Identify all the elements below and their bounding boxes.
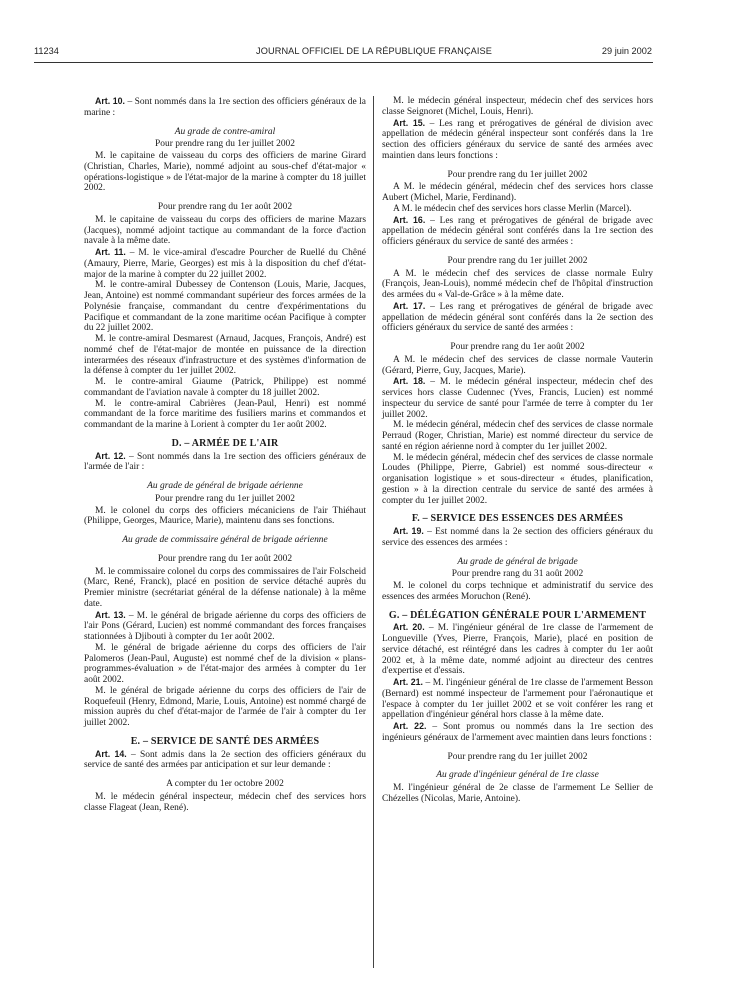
paragraph-text: – M. l'ingénieur général de 1re classe de l'armement Besson (Bernard) est nommé inspecteur de l'armement pour l'aéronautique et l'espace à compter du 1er juillet 2002 et se voit conférer les rang et appellation d'ingénieur général hors classe à la même date. [382,678,654,721]
paragraph-text: Pour prendre rang du 1er juillet 2002 [155,493,295,504]
date-heading [382,170,653,181]
paragraph [382,526,653,549]
paragraph-text: Au grade d'ingénieur général de 1re classe [436,770,599,781]
paragraph-text: – Sont nommés dans la 1re section des officiers généraux de la marine : [84,97,366,118]
grade-heading [84,127,366,138]
paragraph-text: M. le médecin général, médecin chef des services de classe normale Perraud (Roger, Christian, Marie) est nommé directeur du service de santé en région aérienne nord à compter du 1er juillet 2002. [382,420,653,452]
article-number: Art. 13. [95,609,126,620]
paragraph [84,96,366,119]
paragraph-text: M. le médecin général, médecin chef des services de classe normale Loudes (Philippe, Pierre, Gabriel) est nommé sous-directeur « organisation logistique » et sous-directeur « études, planification, gestion » à la direction centrale du service de santé des armées à compter du 1er juillet 2002. [382,452,653,506]
date-heading [84,554,366,565]
article-number: Art. 22. [393,721,427,731]
journal-title: JOURNAL OFFICIEL DE LA RÉPUBLIQUE FRANÇAISE [256,46,492,56]
article-number: Art. 10. [95,96,125,106]
article-number: Art. 14. [95,748,127,759]
paragraph-text: M. le capitaine de vaisseau du corps des officiers de marine Girard (Christian, Charles, Marie), nommé adjoint au sous-chef d'état-major « opérations-logistique » de l'état-major de la marine à compter du 18 juillet 2002. [84,151,366,194]
page-number: 11234 [34,46,59,56]
paragraph [382,581,653,603]
paragraph [84,749,366,772]
article-number: Art. 16. [393,214,426,225]
paragraph-text: M. le contre-amiral Desmarest (Arnaud, Jacques, François, André) est nommé chef de l'état-major de montée en puissance de la direction interarmées des réseaux d'infrastructure et des systèmes d'information de la défense à compter du 1er juillet 2002. [84,334,366,377]
grade-heading [382,557,653,568]
article-number: Art. 11. [95,247,126,257]
paragraph-text: M. le contre-amiral Cabrières (Jean-Paul, Henri) est nommé commandant de la force maritime des fusiliers marins et commandos et commandant de la marine à Lorient à compter du 1er août 2002. [84,398,366,430]
section-heading [382,611,653,622]
section-heading [84,737,366,748]
paragraph-text: M. le capitaine de vaisseau du corps des officiers de marine Mazars (Jacques), nommé adjoint tactique au commandant de la force d'action navale à la même date. [84,214,366,247]
paragraph-text: Pour prendre rang du 1er juillet 2002 [447,255,588,266]
paragraph-text: Au grade de général de brigade aérienne [147,481,303,491]
paragraph [382,269,653,301]
paragraph-text: M. le général de brigade aérienne du corps des officiers de l'air Palomeros (Jean-Paul, Auguste) est nommé chef de la division « plans-programmes-évaluation » de l'état-major des armées à compter du 1er août 2002. [84,642,366,685]
paragraph [84,399,366,431]
paragraph-text: E. – SERVICE DE SANTÉ DES ARMÉES [130,735,320,747]
section-heading [84,439,366,450]
section-heading [382,514,653,525]
paragraph [382,355,653,377]
paragraph [84,215,366,247]
paragraph-text: – Les rang et prérogatives de général de brigade avec appellation de médecin général sont conférés dans la 1re section des officiers généraux du service de santé des armées : [382,215,653,247]
paragraph-text: D. – ARMÉE DE L'AIR [171,437,279,449]
article-number: Art. 12. [95,450,126,461]
article-number: Art. 18. [393,376,426,387]
date-heading [84,139,366,150]
article-number: Art. 15. [393,117,426,128]
paragraph-text: – M. le vice-amiral d'escadre Pourcher de Ruellé du Chêné (Amaury, Pierre, Marie, Georges) est mis à la disposition du chef d'état-major de la marine à compter du 22 juillet 2002. [84,248,366,280]
paragraph [382,301,653,334]
date-heading [382,342,653,353]
paragraph-text: – M. le médecin général inspecteur, médecin chef des services hors classe Cudennec (Yves, Francis, Lucien) est nommé inspecteur du service de santé pour l'armée de terre à compter du 1er juillet 2002. [382,377,653,420]
paragraph-text: M. le contre-amiral Dubessey de Contenson (Louis, Marie, Jacques, Jean, Antoine) est nommé commandant supérieur des forces armées de la Polynésie française, commandant du centre d'expérimentations du Pacifique et commandant de la zone maritime océan Pacifique à compter du 22 juillet 2002. [84,280,366,334]
paragraph [382,96,653,118]
paragraph-text: A compter du 1er octobre 2002 [166,779,284,789]
paragraph [84,610,366,643]
paragraph-text: – Sont nommés dans la 1re section des officiers généraux de l'armée de l'air : [84,451,367,473]
date-heading [84,494,366,505]
paragraph-text: M. le médecin général inspecteur, médecin chef des services hors classe Seignoret (Michel, Louis, Henri). [382,96,653,117]
paragraph-text: M. le commissaire colonel du corps des commissaires de l'air Folscheid (Marc, René, Franck), placé en position de service détaché auprès du Premier ministre (secrétariat général de la défense nationale) à la même date. [84,566,366,609]
paragraph [382,118,653,162]
paragraph-text: Pour prendre rang du 1er juillet 2002 [447,751,588,762]
paragraph-text: A M. le médecin chef des services de classe normale Eulry (François, Jean-Louis), nommé médecin chef de l'hôpital d'instruction des armées du « Val-de-Grâce » à la même date. [382,268,653,300]
paragraph-text: M. le colonel du corps technique et administratif du service des essences des armées Moruchon (René). [382,581,653,602]
paragraph-text: Pour prendre rang du 1er juillet 2002 [447,169,588,180]
date-heading [382,752,653,763]
paragraph [382,204,653,215]
page-header [0,46,748,60]
paragraph-text: F. – SERVICE DES ESSENCES DES ARMÉES [411,513,624,525]
paragraph-text: – Les rang et prérogatives de général de division avec appellation de médecin général inspecteur sont conférés dans la 1re section des officiers généraux du service de santé des armées avec maintien dans leurs fonctions : [382,118,653,161]
paragraph-text: Au grade de commissaire général de brigade aérienne [122,535,328,545]
paragraph [84,567,366,610]
paragraph [84,451,366,474]
paragraph-text: A M. le médecin chef des services hors classe Merlin (Marcel). [393,203,632,214]
paragraph-text: M. le contre-amiral Giaume (Patrick, Philippe) est nommé commandant de l'aviation navale à compter du 18 juillet 2002. [84,377,366,398]
grade-heading [84,535,366,546]
paragraph [382,376,653,420]
paragraph-text: Pour prendre rang du 31 août 2002 [451,569,584,580]
date-heading [382,256,653,267]
paragraph-text: A M. le médecin chef des services de classe normale Vauterin (Gérard, Pierre, Guy, Jacques, Marie). [382,354,653,376]
paragraph-text: – Est nommé dans la 2e section des officiers généraux du service des essences des armées : [382,527,653,548]
paragraph [382,677,653,721]
paragraph-text: M. le général de brigade aérienne du corps des officiers de l'air de Roquefeuil (Henry, Edmond, Marie, Louis, Antoine) est nommé chargé de mission auprès du chef d'état-major de l'armée de l'air à compter du 1er juillet 2002. [84,685,366,728]
paragraph-text: – Les rang et prérogatives de général de brigade avec appellation de médecin général sont conférés dans la 2e section des officiers généraux du service de santé des armées : [382,301,653,334]
issue-date: 29 juin 2002 [601,46,652,56]
paragraph [84,686,366,729]
paragraph [382,721,653,744]
paragraph [382,182,653,204]
paragraph [382,420,653,452]
paragraph [84,506,366,528]
article-number: Art. 17. [393,300,426,311]
paragraph [84,643,366,686]
paragraph [84,377,366,399]
header-rule [34,62,653,63]
paragraph-text: – Sont promus ou nommés dans la 1re section des ingénieurs généraux de l'armement avec maintien dans leurs fonctions : [382,722,653,743]
paragraph [84,280,366,334]
grade-heading [84,481,366,492]
paragraph-text: – Sont admis dans la 2e section des officiers généraux du service de santé des armées par anticipation et sur leur demande : [84,749,366,771]
article-number: Art. 21. [393,677,423,687]
left-column [84,96,366,813]
date-heading [84,202,366,213]
date-heading [84,779,366,790]
paragraph [84,151,366,194]
right-column [382,96,653,805]
paragraph-text: G. – DÉLÉGATION GÉNÉRALE POUR L'ARMEMENT [388,609,647,621]
paragraph [84,334,366,377]
paragraph-text: Pour prendre rang du 1er août 2002 [450,342,585,352]
grade-heading [382,770,653,781]
paragraph-text: M. le médecin général inspecteur, médecin chef des services hors classe Flageat (Jean, René). [84,791,366,813]
article-number: Art. 19. [393,526,424,536]
paragraph [382,215,653,248]
article-number: Art. 20. [393,622,425,633]
paragraph [84,247,366,280]
paragraph [382,453,653,507]
paragraph-text: A M. le médecin général, médecin chef des services hors classe Aubert (Michel, Marie, Ferdinand). [382,182,653,203]
paragraph-text: M. le colonel du corps des officiers mécaniciens de l'air Thiéhaut (Philippe, Georges, Maurice, Marie), maintenu dans ses fonctions. [84,505,366,527]
paragraph-text: Pour prendre rang du 1er août 2002 [157,202,293,212]
paragraph-text: Pour prendre rang du 1er août 2002 [157,553,293,564]
paragraph [382,622,653,677]
date-heading [382,569,653,580]
paragraph-text: Pour prendre rang du 1er juillet 2002 [155,139,295,150]
paragraph-text: M. l'ingénieur général de 2e classe de l'armement Le Sellier de Chézelles (Nicolas, Marie, Antoine). [382,783,653,804]
paragraph [382,783,653,805]
paragraph [84,792,366,814]
column-divider [373,96,374,968]
paragraph-text: – M. l'ingénieur général de 1re classe de l'armement de Longueville (Yves, Pierre, François, Marie), placé en position de service détaché, est réintégré dans les cadres à compter du 1er août 2002 et, à la même date, nommé adjoint au directeur des centres d'expertise et d'essais. [382,623,654,677]
paragraph-text: – M. le général de brigade aérienne du corps des officiers de l'air Pons (Gérard, Lucien) est nommé commandant des forces françaises stationnées à Djibouti à compter du 1er août 2002. [84,610,366,642]
paragraph-text: Au grade de général de brigade [457,556,578,567]
paragraph-text: Au grade de contre-amiral [174,126,276,137]
